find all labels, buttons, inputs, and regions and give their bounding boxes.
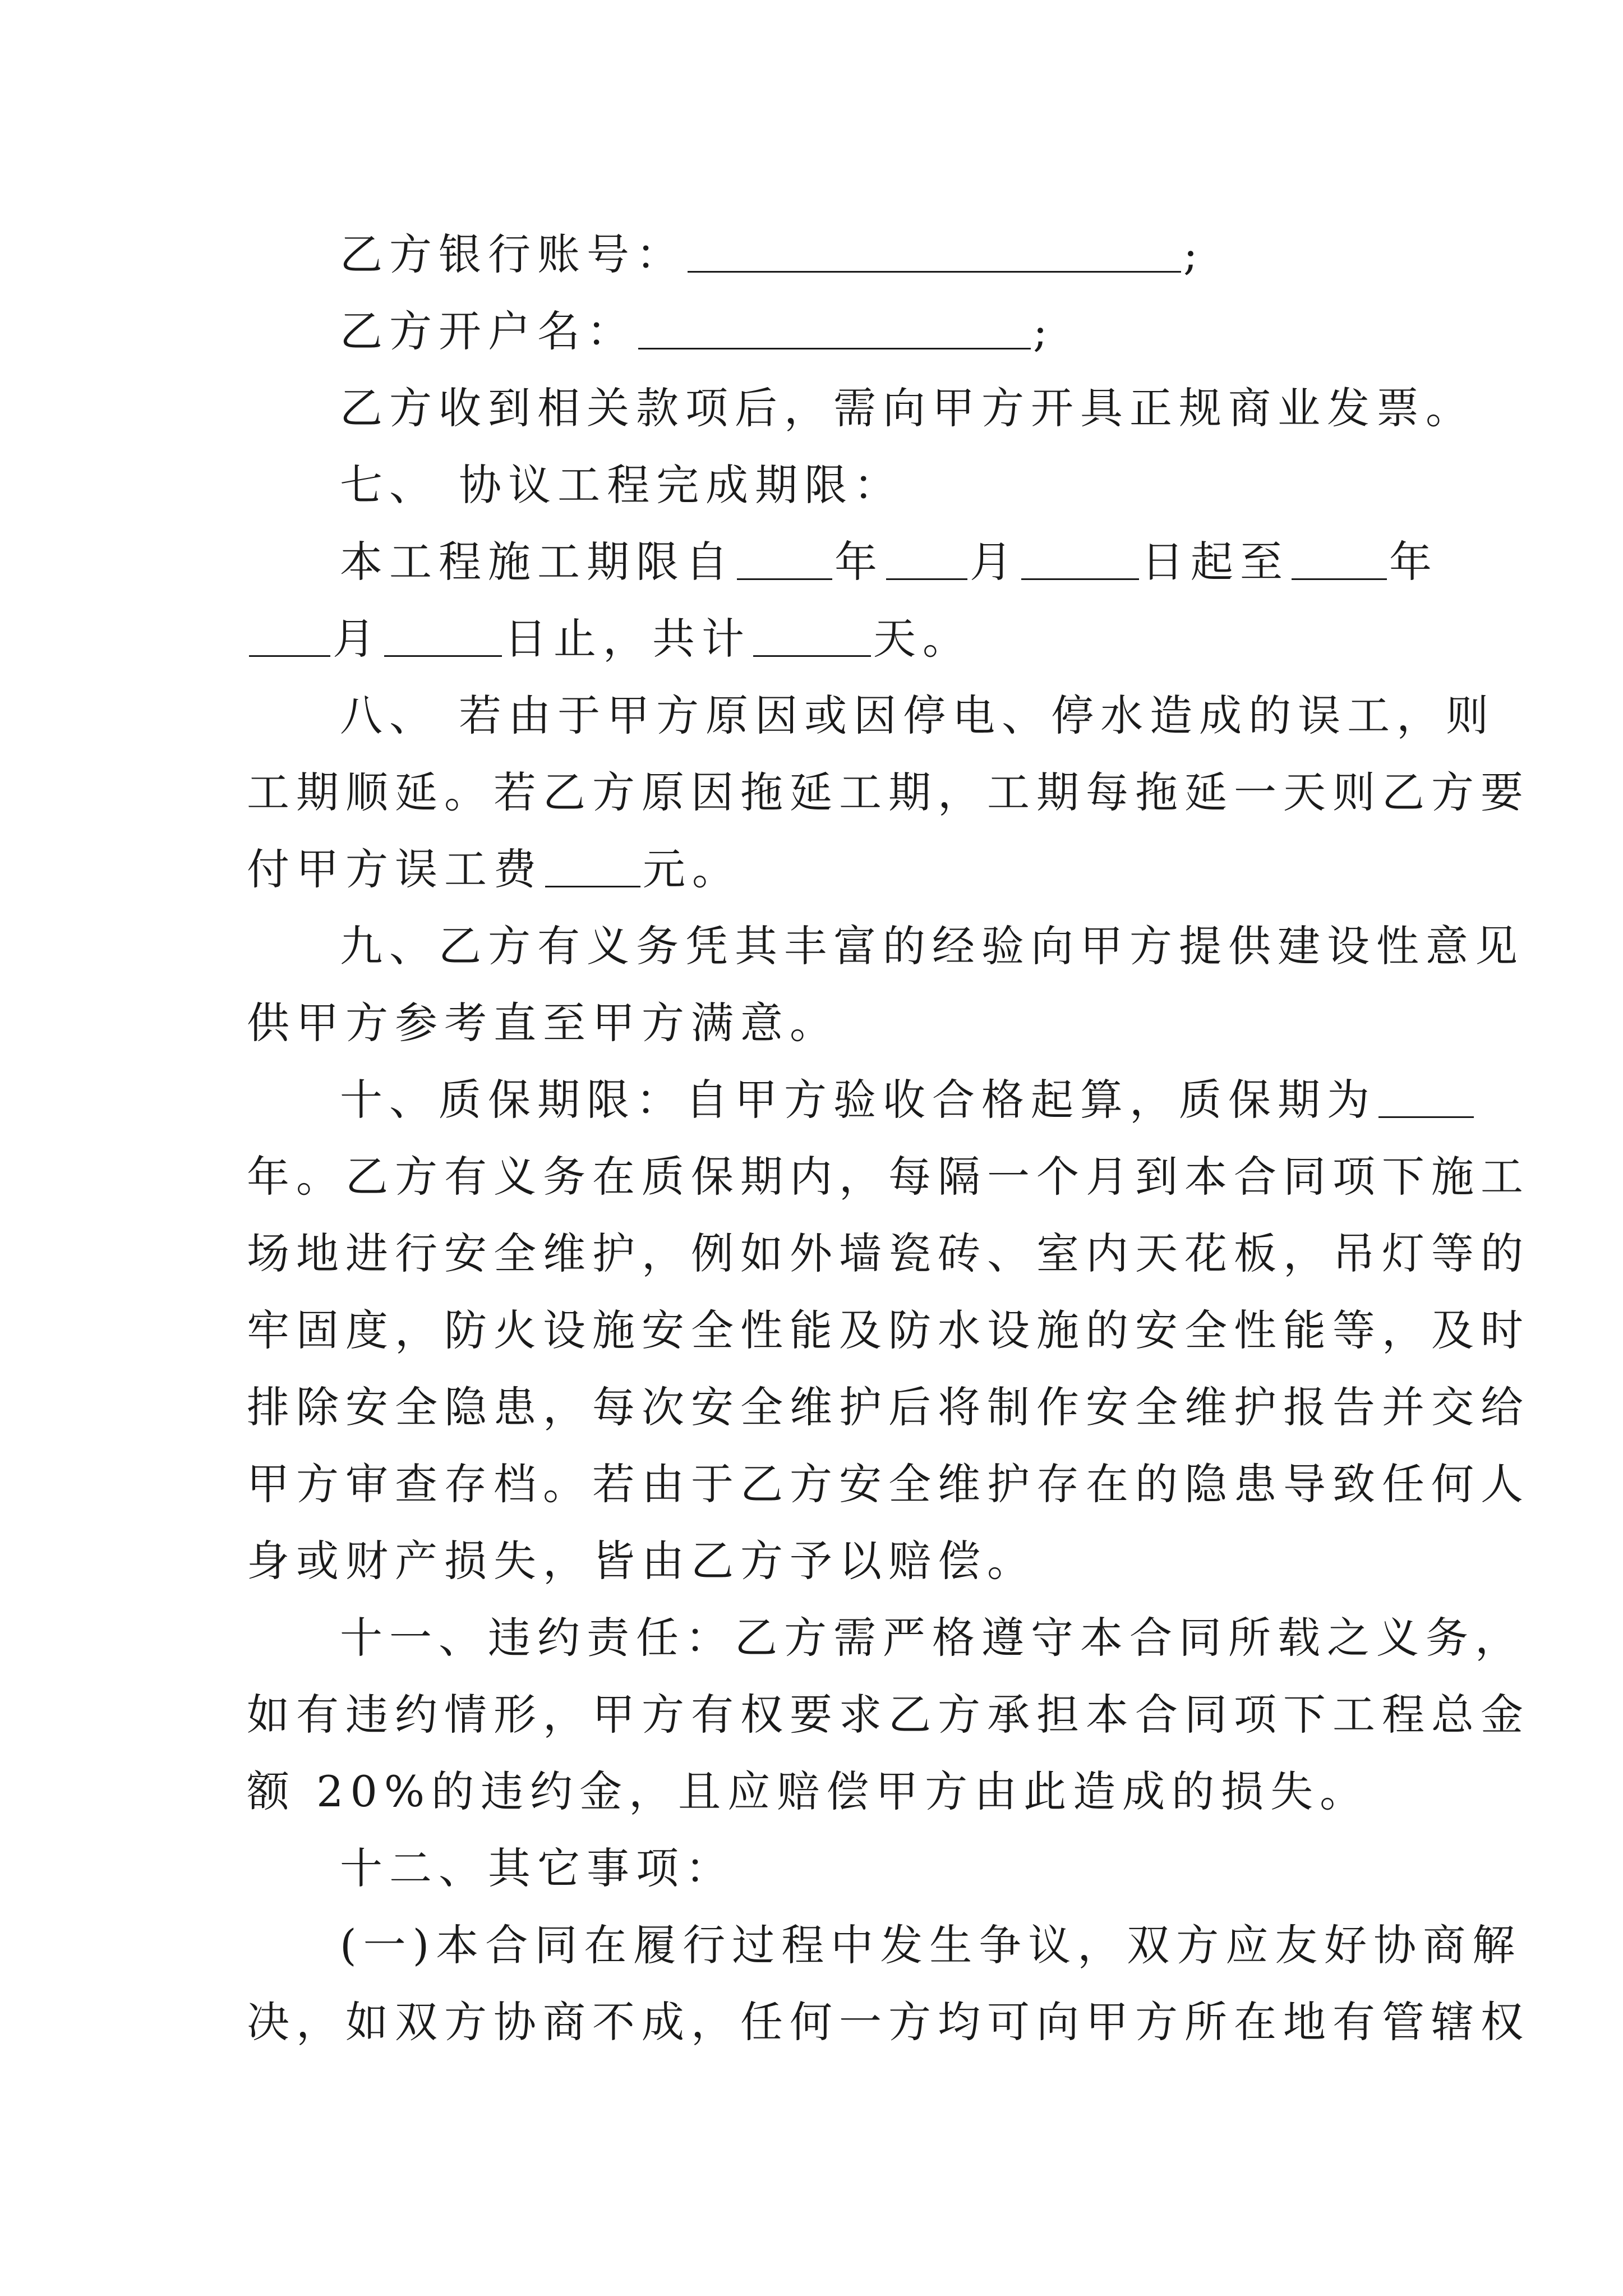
account-name-line: 乙方开户名： ; (340, 306, 1054, 356)
account-name-label: 乙方开户名： (340, 306, 636, 356)
bank-account-label: 乙方银行账号： (340, 229, 685, 279)
section-11-line-2: 如有违约情形，甲方有权要求乙方承担本合同项下工程总金 (247, 1690, 1530, 1740)
bank-account-line: 乙方银行账号： ; (340, 229, 1205, 279)
section-10-line-1: 十、质保期限：自甲方验收合格起算，质保期为 (247, 1061, 1385, 1138)
section-7-period-line-2: 月 日止，共计 天。 (247, 600, 1385, 677)
section-7-period-line-1: 本工程施工期限自 年 月 日起至 年 (340, 537, 1438, 587)
start-day-blank[interactable] (1021, 539, 1139, 580)
end-month-blank[interactable] (249, 616, 330, 657)
section-11-line-1: 十一、违约责任：乙方需严格遵守本合同所载之义务， (340, 1613, 1524, 1663)
delay-fee-blank[interactable] (545, 846, 640, 887)
section-10-line-2: 年。乙方有义务在质保期内，每隔一个月到本合同项下施工 (247, 1152, 1530, 1202)
section-10-line-4: 牢固度，防火设施安全性能及防水设施的安全性能等，及时 (247, 1305, 1530, 1355)
account-name-blank[interactable] (638, 309, 1031, 349)
end-day-blank[interactable] (384, 616, 502, 657)
section-9-line-1: 九、乙方有义务凭其丰富的经验向甲方提供建设性意见 (340, 921, 1524, 971)
section-11-line-3: 额 20%的违约金，且应赔偿甲方由此造成的损失。 (247, 1766, 1370, 1816)
bank-account-blank[interactable] (688, 232, 1181, 273)
contract-page (247, 216, 1530, 2060)
invoice-line: 乙方收到相关款项后，需向甲方开具正规商业发票。 (340, 383, 1475, 433)
section-10-line-5: 排除安全隐患，每次安全维护后将制作安全维护报告并交给 (247, 1382, 1530, 1432)
section-12-item-1-line-2: 决，如双方协商不成，任何一方均可向甲方所在地有管辖权 (247, 1997, 1530, 2047)
section-12-item-1-line-1: (一)本合同在履行过程中发生争议，双方应友好协商解 (340, 1920, 1522, 1970)
section-10-line-7: 身或财产损失，皆由乙方予以赔偿。 (247, 1536, 1036, 1586)
section-12-heading: 十二、其它事项： (340, 1843, 735, 1893)
section-9-line-2: 供甲方参考直至甲方满意。 (247, 998, 839, 1048)
section-7-heading: 七、 协议工程完成期限： (340, 460, 903, 510)
section-8-line-3: 付甲方误工费 元。 (247, 844, 741, 894)
section-8-line-2: 工期顺延。若乙方原因拖延工期，工期每拖延一天则乙方要 (247, 767, 1530, 817)
warranty-years-blank[interactable] (1378, 1077, 1474, 1118)
start-year-blank[interactable] (737, 539, 832, 580)
end-year-blank[interactable] (1292, 539, 1387, 580)
section-10-line-6: 甲方审查存档。若由于乙方安全维护存在的隐患导致任何人 (247, 1459, 1530, 1509)
section-8-line-1: 八、 若由于甲方原因或因停电、停水造成的误工，则 (340, 691, 1496, 740)
start-month-blank[interactable] (886, 539, 967, 580)
section-10-line-3: 场地进行安全维护，例如外墙瓷砖、室内天花板，吊灯等的 (247, 1228, 1530, 1278)
total-days-blank[interactable] (753, 616, 871, 657)
